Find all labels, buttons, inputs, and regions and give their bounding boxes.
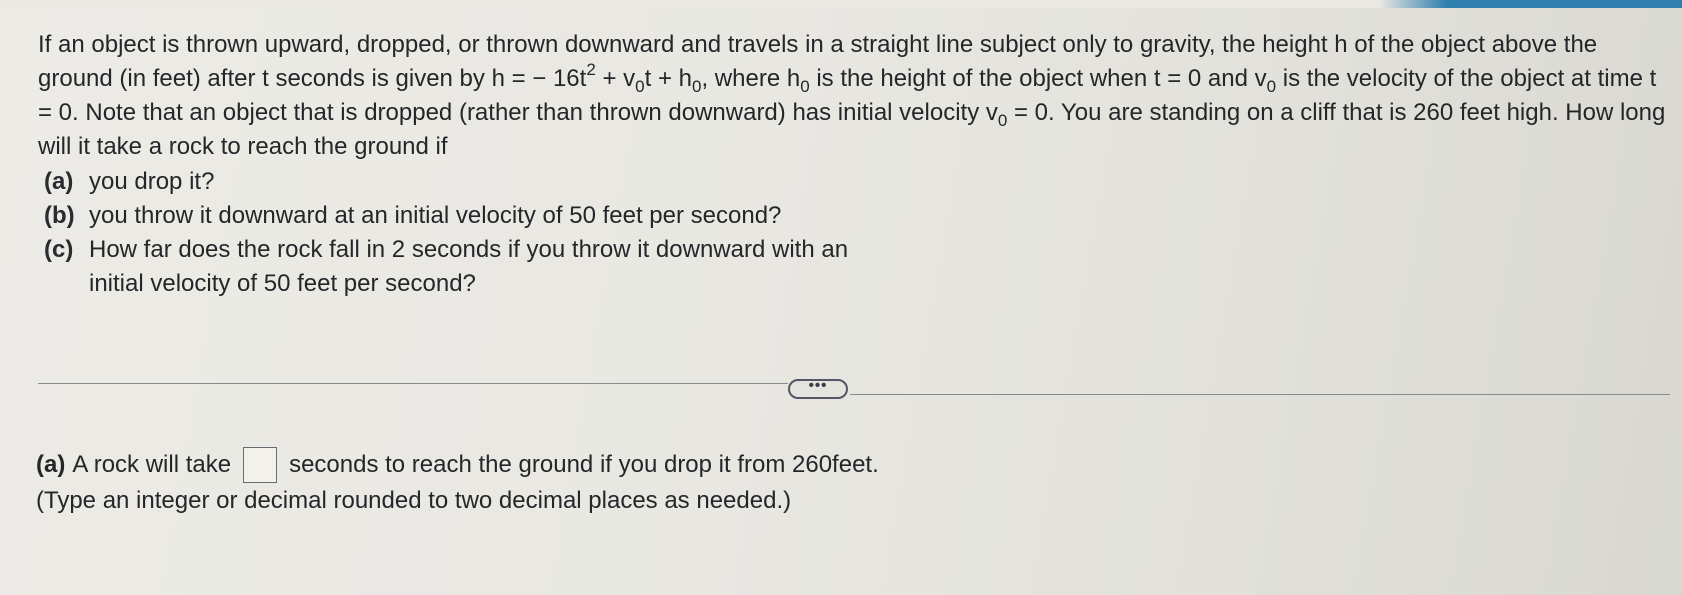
question-part-b	[44, 199, 1668, 233]
equation-part: = − 16t	[504, 65, 587, 92]
question-parts	[38, 165, 1668, 301]
subscript-zero: 0	[692, 77, 702, 96]
problem-text-3: is the height of the object when t = 0 and v	[809, 65, 1267, 92]
subscript-zero: 0	[800, 77, 810, 96]
question-part-a	[44, 165, 1668, 199]
answer-label: (a)	[36, 451, 66, 478]
subscript-zero: 0	[1266, 77, 1277, 96]
problem-text-2: , where h	[701, 65, 801, 92]
answer-text-after: seconds to reach the ground if you drop it from 260feet.	[289, 451, 879, 478]
problem-statement	[38, 28, 1668, 301]
part-text: you throw it downward at an initial velocity of 50 feet per second?	[89, 202, 782, 229]
answer-line	[36, 447, 879, 483]
subscript-zero: 0	[635, 77, 645, 96]
answer-section	[36, 447, 879, 519]
answer-text-before: A rock will take	[72, 451, 232, 478]
subscript-zero: 0	[997, 111, 1008, 130]
part-text: How far does the rock fall in 2 seconds if you throw it downward with an initial velocity of 50 feet per second?	[89, 236, 849, 297]
ellipsis-icon: •••	[808, 377, 828, 394]
section-divider	[850, 394, 1670, 395]
problem-text-1: If an object is thrown upward, dropped, or thrown downward and travels in a straight line subject only to gravity, the height h of the object above the ground (in feet) after t seconds is given by h	[38, 31, 1598, 92]
part-text: you drop it?	[89, 168, 215, 195]
problem-paragraph	[38, 28, 1668, 164]
equation-exponent: 2	[586, 60, 596, 79]
question-part-c	[44, 233, 909, 301]
problem-text-4: is the velocity of the object at time t = 0. Note that an object that is dropped (rather than thrown downward) has initial velocity v	[38, 65, 1657, 126]
top-accent-bar	[0, 0, 1682, 8]
answer-input[interactable]	[243, 447, 277, 483]
more-button[interactable]	[788, 379, 848, 399]
answer-hint: (Type an integer or decimal rounded to two decimal places as needed.)	[36, 487, 792, 514]
part-label: (a)	[44, 168, 74, 195]
section-divider	[38, 383, 788, 384]
part-label: (c)	[44, 236, 74, 263]
equation-part: t + h	[644, 65, 692, 92]
problem-text-5: = 0. You are standing on a cliff that is 260 feet high. How long will it take a rock to reach the ground if	[38, 99, 1666, 160]
part-label: (b)	[44, 202, 75, 229]
equation-part: + v	[595, 65, 636, 92]
